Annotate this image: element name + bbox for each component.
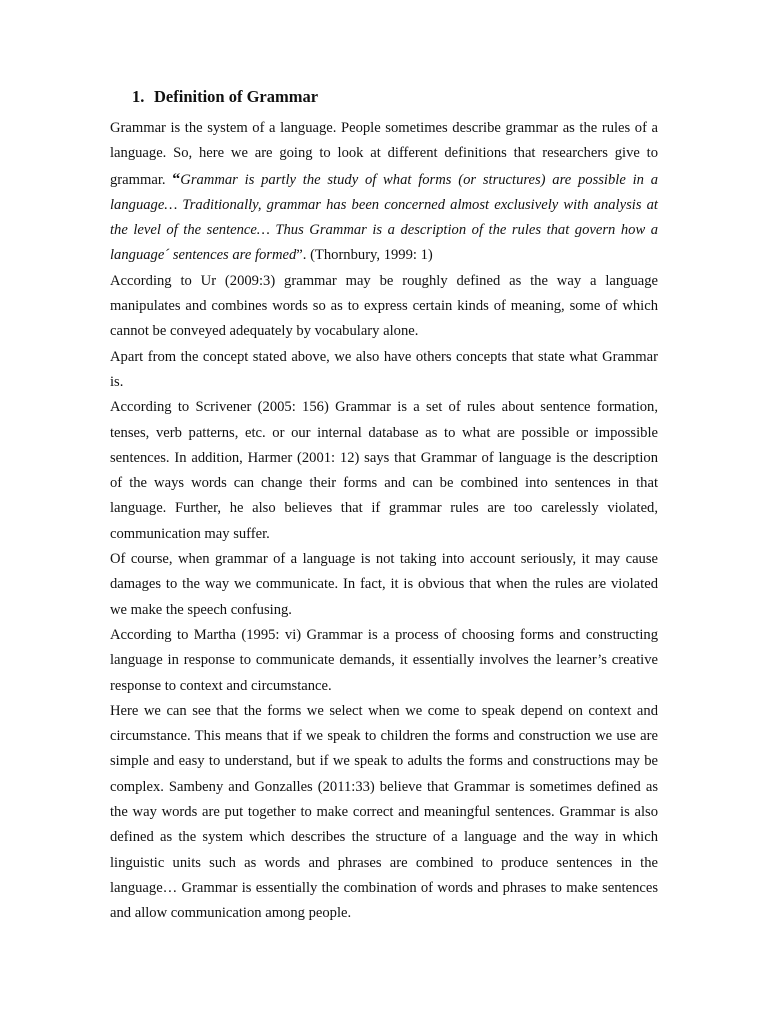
- thornbury-quote: Grammar is partly the study of what forms (or structures) are possible in a language… Traditionally, grammar has been concerned almost exclusively with analysis at the level of the sentence… Thus Grammar is a description of the rules that govern how a language´ sentences are formed: [110, 171, 658, 264]
- paragraph-scrivener-harmer: According to Scrivener (2005: 156) Grammar is a set of rules about sentence formation, tenses, verb patterns, etc. or our internal database as to what are possible or impossible sentences. In addition, Harmer (2001: 12) says that Grammar of language is the description of the ways words can change their forms and can be combined into sentences in that language. Further, he also believes that if grammar rules are too carelessly violated, communication may suffer.: [110, 399, 658, 542]
- paragraph-ur-definition: According to Ur (2009:3) grammar may be roughly defined as the way a language manipulates and combines words so as to express certain kinds of meaning, some of which cannot be conveyed adequately by vocabulary alone.: [110, 272, 658, 340]
- paragraph-other-concepts: Apart from the concept stated above, we also have others concepts that state what Grammar is.: [110, 348, 658, 390]
- open-quote-mark: “: [172, 170, 181, 188]
- document-page: [110, 88, 658, 927]
- paragraph-martha-definition: According to Martha (1995: vi) Grammar is a process of choosing forms and constructing language in response to communicate demands, it essentially involves the learner’s creative response to context and circumstance.: [110, 626, 658, 694]
- paragraph-definition-intro: [110, 116, 658, 269]
- paragraph-intro-text: Grammar is the system of a language. People sometimes describe grammar as the rules of a language. So, here we are going to look at different definitions that researchers give to grammar.: [110, 120, 658, 188]
- thornbury-citation: ”. (Thornbury, 1999: 1): [296, 247, 433, 264]
- paragraph-communication-damage: Of course, when grammar of a language is not taking into account seriously, it may cause damages to the way we communicate. In fact, it is obvious that when the rules are violated we make the speech confusing.: [110, 551, 658, 618]
- section-heading: [132, 88, 658, 106]
- section-title: Definition of Grammar: [154, 87, 319, 106]
- section-number: 1.: [132, 87, 145, 106]
- paragraph-context-circumstance: Here we can see that the forms we select when we come to speak depend on context and circumstance. This means that if we speak to children the forms and construction we use are simple and easy to understand, but if we speak to adults the forms and constructions may be complex. Sambeny and Gonzalles (2011:33) believe that Grammar is sometimes defined as the way words are put together to make correct and meaningful sentences. Grammar is also defined as the system which describes the structure of a language and the way in which linguistic units such as words and phrases are combined to produce sentences in the language… Grammar is essentially the combination of words and phrases to make sentences and allow communication among people.: [110, 702, 658, 922]
